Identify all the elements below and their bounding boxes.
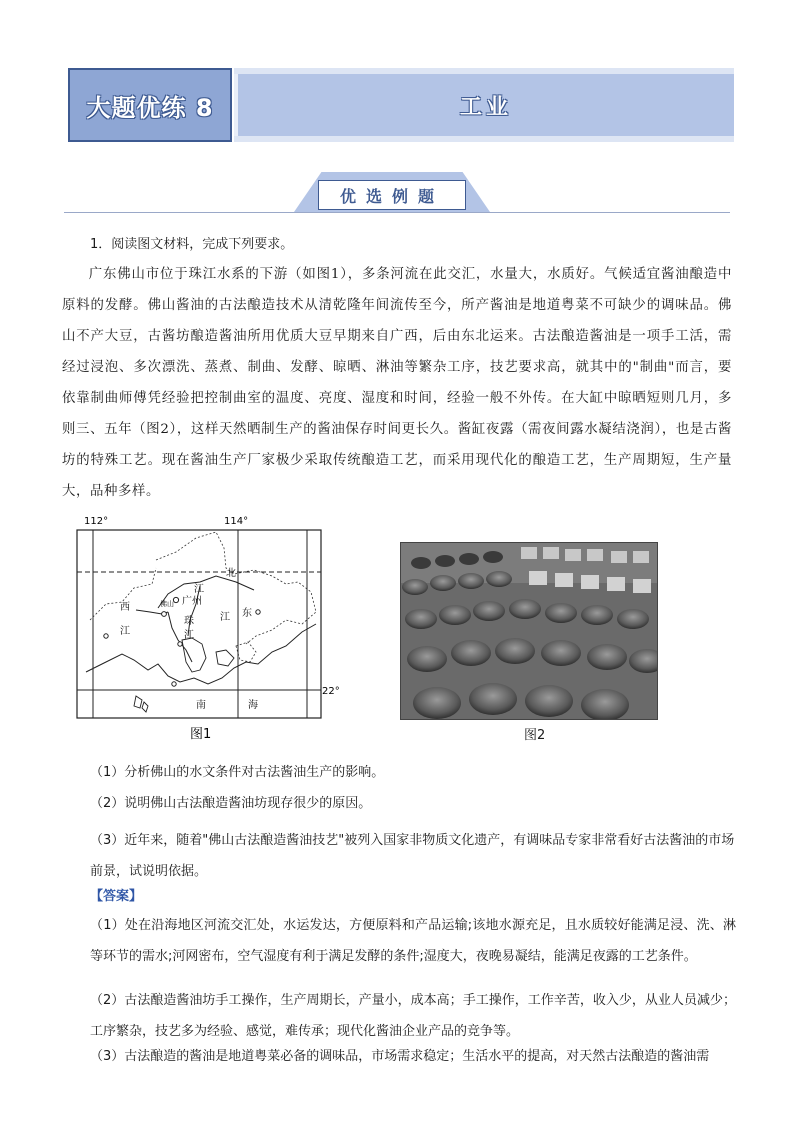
figure-1-caption: 图1: [190, 727, 212, 742]
soy-sauce-jars-photo: [401, 543, 658, 720]
map-label-foshan: 佛山: [160, 600, 174, 608]
section-title: 优选例题: [318, 180, 466, 210]
map-label-dong: 东: [242, 608, 252, 619]
map-label-nan: 南: [196, 700, 206, 711]
answer-1: （1）处在沿海地区河流交汇处，水运发达，方便原料和产品运输;该地水源充足，且水质较好能满足浸、洗、淋等环节的需水;河网密布，空气湿度有利于满足发酵的条件;湿度大，夜晚易凝结，能满足夜露的工艺条件。: [90, 918, 736, 964]
map-label-guangzhou: 广州: [182, 596, 202, 607]
chapter-header: [68, 68, 734, 142]
chapter-title: 工业: [234, 74, 734, 136]
lat-label: 22°: [322, 686, 340, 697]
question-material: 广东佛山市位于珠江水系的下游（如图1），多条河流在此交汇，水量大，水质好。气候适宜酱油酿造中原料的发酵。佛山酱油的古法酿造技术从清乾隆年间流传至今，所产酱油是地道粤菜不可缺少的调味品。佛山不产大豆，古酱坊酿造酱油所用优质大豆早期来自广西，后由东北运来。古法酿造酱油是一项手工活，需经过浸泡、多次漂洗、蒸煮、制曲、发酵、晾晒、淋油等繁杂工序，技艺要求高，就其中的"制曲"而言，要依靠制曲师傅凭经验把控制曲室的温度、亮度、湿度和时间，经验一般不外传。在大缸中晾晒短则几月，多则三、五年（图2），这样天然晒制生产的酱油保存时间更长久。酱缸夜露（需夜间露水凝结浇润），也是古酱坊的特殊工艺。现在酱油生产厂家极少采取传统酿造工艺，而采用现代化的酿造工艺，生产周期短，生产量大，品种多样。: [62, 267, 732, 499]
question-intro: 1．阅读图文材料，完成下列要求。: [90, 237, 294, 252]
figure-2-photo: [400, 542, 658, 720]
answer-tag: 【答案】: [90, 889, 143, 904]
map-label-xi: 西: [120, 602, 130, 613]
map-label-jiang-1: 江: [194, 584, 204, 595]
sub-question-1: （1）分析佛山的水文条件对古法酱油生产的影响。: [90, 765, 385, 780]
section-divider: [64, 212, 730, 213]
map-label-bei: 北: [226, 568, 236, 579]
chapter-badge: 大题优练 8: [68, 68, 232, 142]
lon-label-right: 114°: [224, 516, 249, 527]
answer-2: （2）古法酿造酱油坊手工操作，生产周期长，产量小，成本高；手工操作，工作辛苦，收入少，从业人员减少；工序繁杂，技艺多为经验、感觉，难传承；现代化酱油企业产品的竞争等。: [90, 993, 736, 1039]
map-label-hai: 海: [248, 700, 258, 711]
figure-1-map: [76, 512, 342, 744]
answer-3: （3）古法酿造的酱油是地道粤菜必备的调味品，市场需求稳定；生活水平的提高，对天然古法酿造的酱油需: [90, 1049, 710, 1064]
map-label-jiang-4: 江: [184, 630, 194, 641]
map-label-zhu: 珠: [184, 616, 194, 627]
map-label-jiang-2: 江: [120, 626, 130, 637]
map-label-jiang-3: 江: [220, 612, 230, 623]
header-bar-bottom-strip: [234, 136, 734, 142]
figure-2-caption: 图2: [524, 728, 546, 743]
sub-question-3: （3）近年来，随着"佛山古法酿造酱油技艺"被列入国家非物质文化遗产，有调味品专家非常看好古法酱油的市场前景，试说明依据。: [90, 833, 735, 879]
lon-label-left: 112°: [84, 516, 109, 527]
sub-question-2: （2）说明佛山古法酿造酱油坊现存很少的原因。: [90, 796, 372, 811]
